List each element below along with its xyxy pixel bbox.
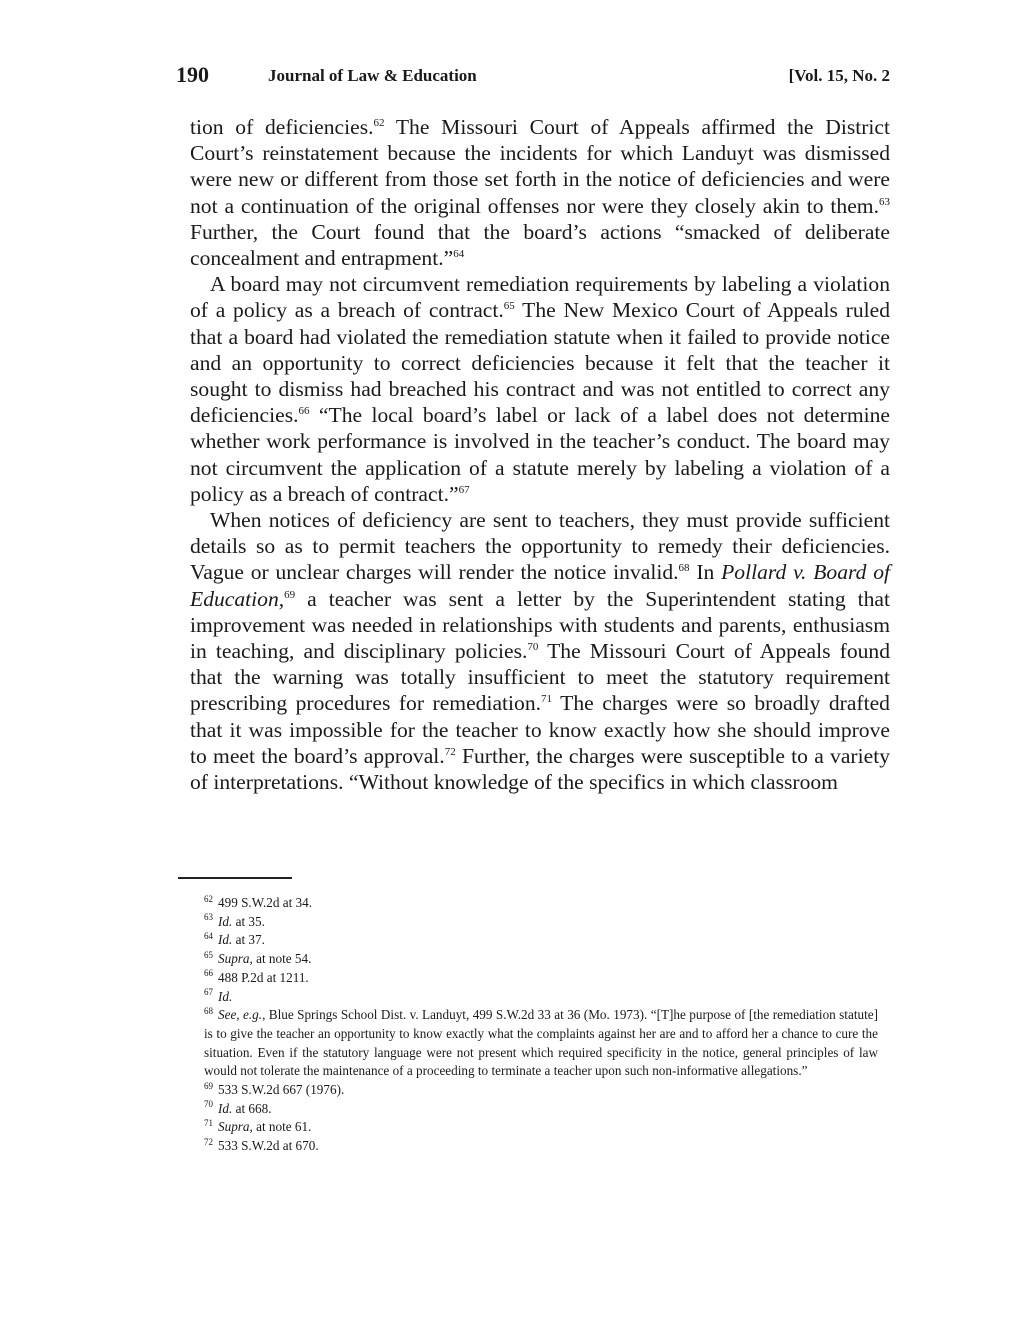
italic-text: Pollard v. Board of Education,	[190, 560, 890, 611]
italic-text: Supra	[218, 1119, 250, 1135]
text-run: A board may not circumvent remediation requirements by labeling a violation of a policy as a breach of contract.	[190, 272, 890, 323]
text-run: The charges were so broadly drafted that it was impossible for the teacher to know exactly how she should improve to meet the board’s approval.	[190, 691, 890, 768]
text-run: 533 S.W.2d 667 (1976).	[218, 1082, 345, 1098]
italic-text: See, e.g.	[218, 1007, 263, 1023]
italic-text: Id.	[218, 988, 233, 1004]
footnote-ref: 62	[373, 116, 385, 129]
footnote-ref: 66	[298, 405, 310, 418]
text-run: The Missouri Court of Appeals affirmed the District Court’s reinstatement because the incidents for which Landuyt was dismissed were new or different from those set forth in the notice of deficiencies and were not a continuation of the original offenses nor were they closely akin to them.	[190, 115, 891, 218]
footnote-number: 69	[204, 1080, 213, 1091]
italic-text: Id.	[218, 913, 233, 929]
footnote-entry	[178, 1137, 878, 1156]
italic-text: Id.	[218, 1100, 233, 1116]
text-run: at 35.	[232, 913, 265, 929]
paragraph	[190, 114, 890, 271]
footnote-number: 65	[204, 949, 213, 960]
footnote-entry	[178, 988, 878, 1007]
footnote-ref: 64	[453, 247, 465, 260]
footnote-number: 67	[204, 987, 213, 998]
footnote-entry	[178, 1081, 878, 1100]
paragraph	[190, 507, 890, 795]
page-header	[176, 62, 890, 92]
footnotes	[178, 894, 878, 1156]
footnote-ref: 67	[458, 483, 470, 496]
footnote-number: 62	[204, 893, 213, 904]
text-run: Further, the charges were susceptible to a variety of interpretations. “Without knowledge of the specifics in which classroom	[190, 743, 890, 795]
text-run: a teacher was sent a letter by the Superintendent stating that improvement was needed in relationships with students and parents, enthusiasm in teaching, and disciplinary policies.	[190, 586, 890, 664]
footnote-ref: 72	[444, 745, 456, 758]
footnote-entry	[178, 1118, 878, 1137]
text-run: 499 S.W.2d at 34.	[218, 895, 313, 910]
text-run: tion of deficiencies.	[190, 115, 374, 139]
footnote-entry	[178, 894, 878, 913]
paragraph	[190, 271, 890, 507]
footnote-number: 63	[204, 912, 213, 923]
italic-text: Supra	[218, 951, 250, 967]
text-run: 488 P.2d at 1211.	[218, 969, 309, 985]
journal-title: Journal of Law & Education	[268, 66, 477, 85]
footnote-number: 70	[204, 1099, 213, 1110]
italic-text: Id.	[218, 932, 233, 948]
text-run: , Blue Springs School Dist. v. Landuyt, 499 S.W.2d 33 at 36 (Mo. 1973). “[T]he purpose of [the remediation statute] is to give the teacher an opportunity to know exactly what the complaints against her are and to afford her a chance to cure the situation. Even if the statutory language were not present which required specificity in the notice, general principles of law would not tolerate the maintenance of a proceeding to terminate a teacher upon such non-informative allegations.”	[204, 1007, 878, 1079]
footnote-entry	[178, 950, 878, 969]
text-run: , at note 61.	[249, 1119, 312, 1135]
footnote-divider	[178, 877, 292, 879]
text-run: The Missouri Court of Appeals found that the warning was totally insufficient to meet the statutory requirement prescribing procedures for remediation.	[190, 639, 891, 716]
body-text	[190, 114, 890, 795]
footnote-entry	[178, 1100, 878, 1119]
text-run: at 37.	[232, 932, 265, 948]
footnote-entry	[178, 1006, 878, 1081]
text-run: “The local board’s label or lack of a label does not determine whether work performance is involved in the teacher’s conduct. The board may not circumvent the application of a statute merely by labeling a violation of a policy as a breach of contract.”	[190, 403, 890, 506]
footnote-number: 71	[204, 1118, 213, 1129]
text-run: Further, the Court found that the board’s actions “smacked of deliberate concealment and entrapment.”	[190, 219, 890, 271]
text-run: at 668.	[232, 1100, 272, 1116]
footnote-entry	[178, 913, 878, 932]
footnote-ref: 71	[541, 693, 553, 706]
footnote-ref: 70	[527, 640, 539, 653]
page-number: 190	[176, 62, 209, 87]
text-run: , at note 54.	[249, 951, 312, 967]
footnote-entry	[178, 969, 878, 988]
text-run: In	[689, 560, 722, 585]
footnote-number: 64	[204, 931, 213, 942]
footnote-number: 68	[204, 1005, 213, 1016]
volume-info: [Vol. 15, No. 2	[788, 66, 890, 85]
footnote-ref: 63	[879, 195, 890, 208]
footnote-ref: 65	[503, 300, 515, 313]
text-run: 533 S.W.2d at 670.	[218, 1138, 319, 1154]
footnote-number: 66	[204, 968, 213, 979]
footnote-ref: 69	[284, 588, 296, 601]
text-run: The New Mexico Court of Appeals ruled that a board had violated the remediation statute when it failed to provide notice and an opportunity to correct deficiencies because it felt that the teacher it sought to dismiss had breached his contract and was not entitled to correct any deficiencies.	[190, 298, 890, 428]
footnote-ref: 68	[678, 562, 690, 575]
footnote-entry	[178, 931, 878, 950]
footnote-number: 72	[204, 1136, 213, 1147]
text-run: When notices of deficiency are sent to teachers, they must provide sufficient details so as to permit teachers the opportunity to remedy their deficiencies. Vague or unclear charges will render the notice invalid.	[190, 508, 890, 585]
